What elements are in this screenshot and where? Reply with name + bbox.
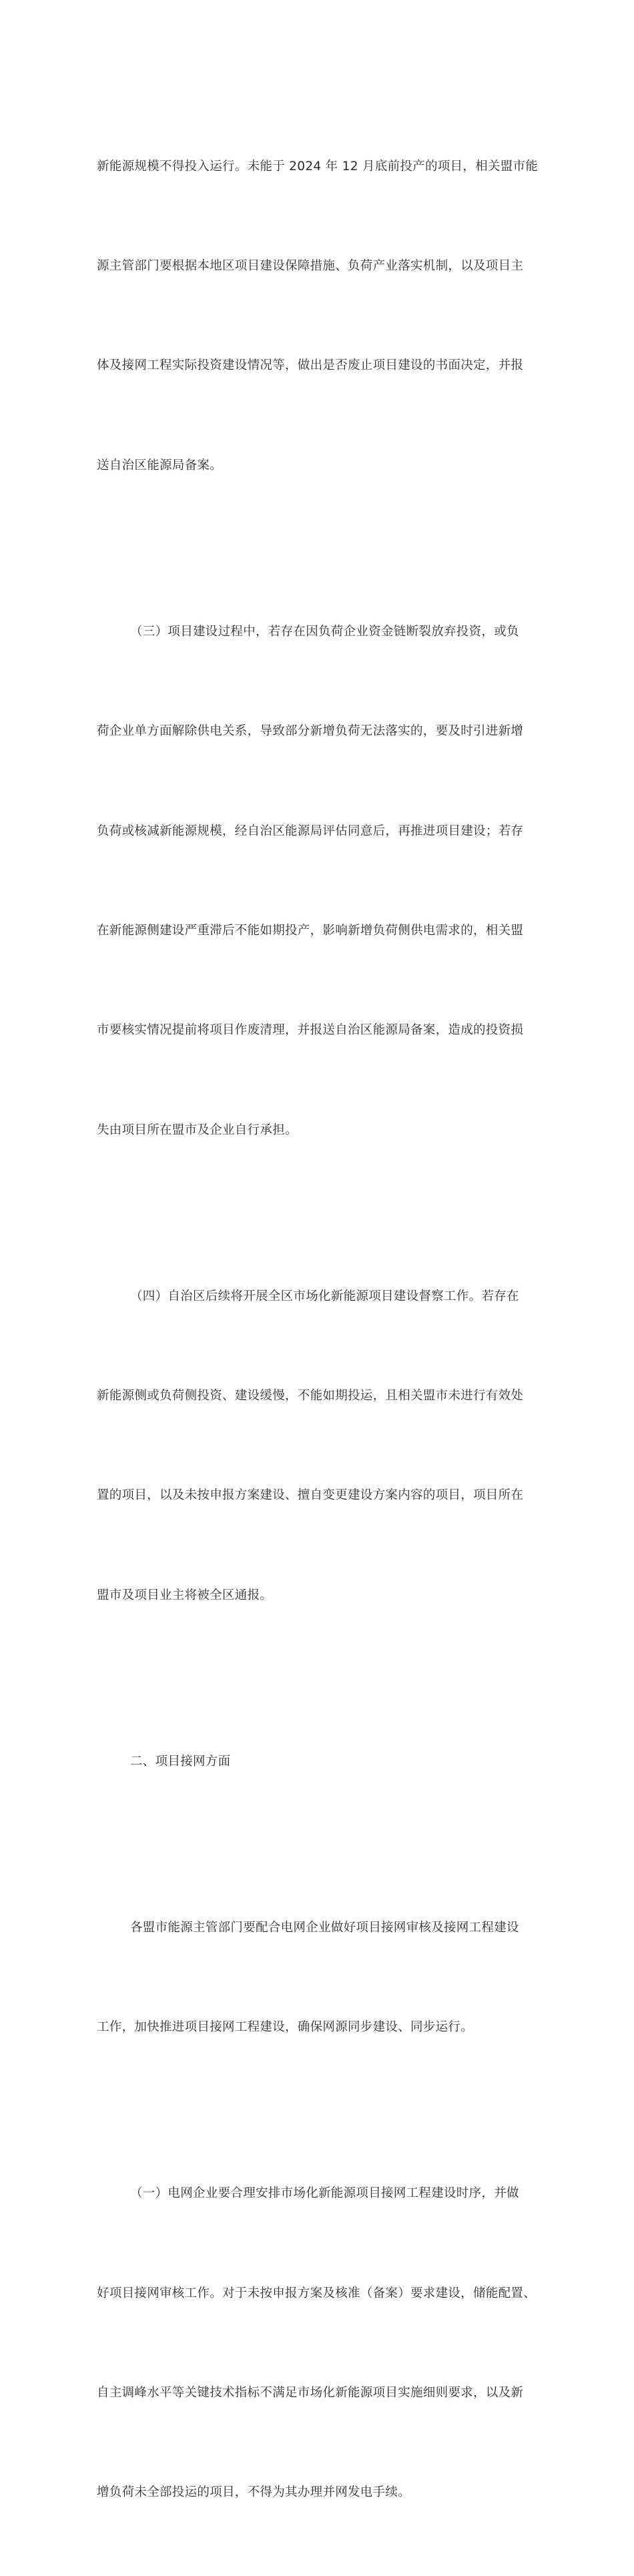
text-line: 工作，加快推进项目接网工程建设，确保网源同步建设、同步运行。	[97, 2020, 474, 2035]
text-line: 市要核实情况提前将项目作废清理，并报送自治区能源局备案，造成的投资损	[97, 1023, 524, 1038]
text-line: 各盟市能源主管部门要配合电网企业做好项目接网审核及接网工程建设	[130, 1920, 519, 1935]
document-body	[97, 83, 537, 2576]
text-line: （四）自治区后续将开展全区市场化新能源项目建设督察工作。若存在	[130, 1289, 519, 1303]
paragraph-section-4	[97, 1213, 537, 1678]
text-line: 新能源规模不得投入运行。未能于 2024 年 12 月底前投产的项目，相关盟市能	[97, 159, 539, 174]
text-line: 失由项目所在盟市及企业自行承担。	[97, 1122, 298, 1137]
heading-grid-connection	[97, 1678, 537, 1845]
paragraph-grid-section-1	[97, 2111, 537, 2576]
text-line: 体及接网工程实际投资建设情况等，做出是否废止项目建设的书面决定，并报	[97, 358, 524, 373]
text-line: 盟市及项目业主将被全区通报。	[97, 1588, 273, 1602]
text-line: （一）电网企业要合理安排市场化新能源项目接网工程建设时序，并做	[130, 2186, 519, 2201]
text-line: 置的项目，以及未按申报方案建设、擅自变更建设方案内容的项目，项目所在	[97, 1488, 524, 1503]
text-line: 新能源侧或负荷侧投资、建设缓慢，不能如期投运，且相关盟市未进行有效处	[97, 1389, 524, 1403]
paragraph-project-deadline	[97, 83, 537, 549]
text-line: 负荷或核减新能源规模，经自治区能源局评估同意后，再推进项目建设；若存	[97, 824, 524, 838]
paragraph-section-3	[97, 549, 537, 1213]
text-line: 增负荷未全部投运的项目，不得为其办理并网发电手续。	[97, 2485, 411, 2500]
text-line: 在新能源侧建设严重滞后不能如期投产，影响新增负荷侧供电需求的，相关盟	[97, 923, 524, 938]
text-line: 源主管部门要根据本地区项目建设保障措施、负荷产业落实机制，以及项目主	[97, 258, 524, 273]
text-line: 好项目接网审核工作。对于未按申报方案及核准（备案）要求建设，储能配置、	[97, 2286, 537, 2300]
text-line: （三）项目建设过程中，若存在因负荷企业资金链断裂放弃投资，或负	[130, 624, 519, 639]
text-line: 荷企业单方面解除供电关系，导致部分新增负荷无法落实的，要及时引进新增	[97, 724, 524, 739]
section-heading: 二、项目接网方面	[130, 1754, 231, 1768]
text-line: 送自治区能源局备案。	[97, 458, 223, 472]
paragraph-grid-intro	[97, 1845, 537, 2110]
text-line: 自主调峰水平等关键技术指标不满足市场化新能源项目实施细则要求，以及新	[97, 2385, 524, 2400]
